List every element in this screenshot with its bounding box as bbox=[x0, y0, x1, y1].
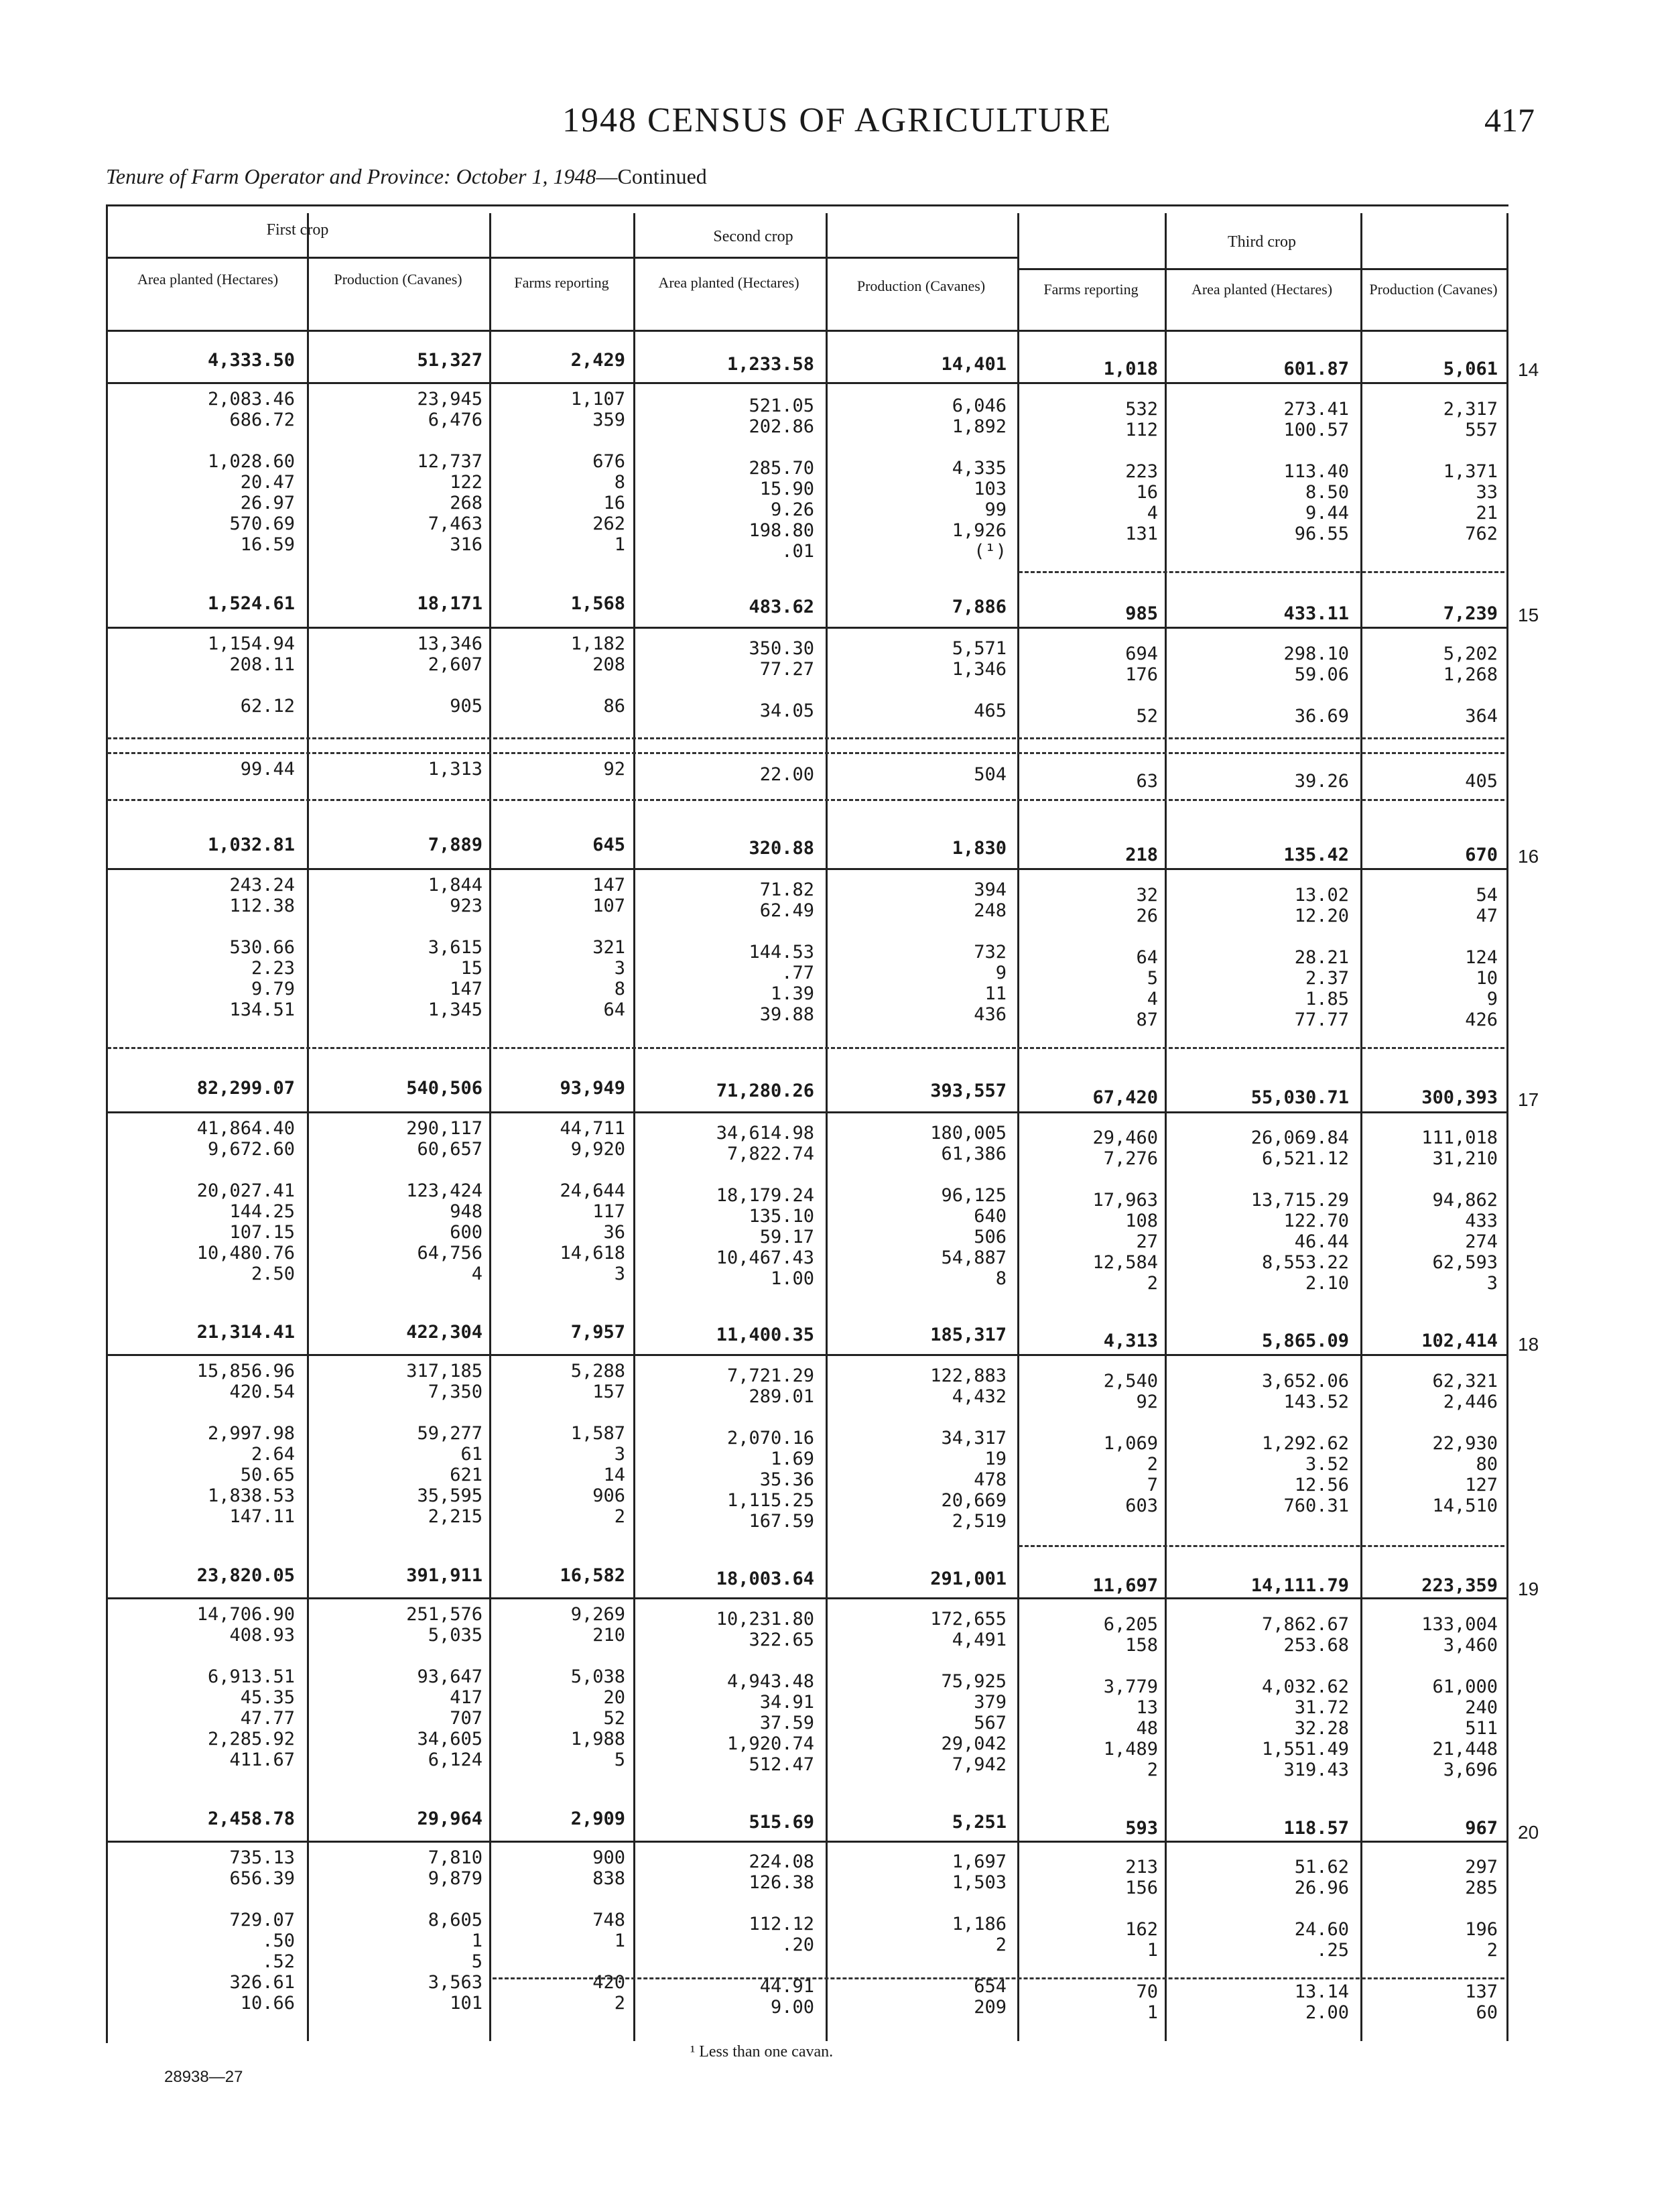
total-value: 223,359 bbox=[1421, 1575, 1498, 1596]
total-value: 67,420 bbox=[1092, 1087, 1158, 1108]
total-value: 540,506 bbox=[406, 1078, 482, 1099]
group-second-crop: Second crop bbox=[713, 228, 793, 245]
total-value: 670 bbox=[1465, 845, 1498, 865]
detail-column: 122,883 4,432 34,317 19 478 20,669 2,519 bbox=[930, 1365, 1007, 1532]
detail-column: 51.62 26.96 24.60 .25 13.14 2.00 bbox=[1294, 1857, 1349, 2023]
detail-column: 213 156 162 1 70 1 bbox=[1125, 1857, 1158, 2023]
total-rule bbox=[106, 627, 1506, 629]
total-value: 5,061 bbox=[1443, 359, 1498, 379]
detail-column: 41,864.40 9,672.60 20,027.41 144.25 107.15 10,480.76 2.50 bbox=[196, 1118, 295, 1284]
total-value: 1,018 bbox=[1103, 359, 1158, 379]
total-value: 320.88 bbox=[749, 838, 814, 859]
total-value: 1,830 bbox=[952, 838, 1007, 859]
detail-column: 147 107 321 3 8 64 bbox=[592, 875, 625, 1020]
detail-column: 317,185 7,350 59,277 61 621 35,595 2,215 bbox=[406, 1361, 482, 1527]
detail-column: 394 248 732 9 11 436 bbox=[974, 879, 1007, 1025]
column-rule bbox=[1360, 213, 1362, 2041]
detail-column: 7,721.29 289.01 2,070.16 1.69 35.36 1,115.25 167.59 bbox=[726, 1365, 814, 1532]
detail-column: 54 47 124 10 9 426 bbox=[1465, 885, 1498, 1030]
caption-continued: —Continued bbox=[596, 164, 707, 188]
table-caption bbox=[106, 164, 707, 189]
detail-column: 9,269 210 5,038 20 52 1,988 5 bbox=[570, 1604, 625, 1770]
total-value: 483.62 bbox=[749, 597, 814, 617]
total-value: 2,458.78 bbox=[207, 1808, 295, 1829]
extra-value: 99.44 bbox=[240, 759, 295, 780]
col-head-second-area: Area planted (Hectares) bbox=[658, 274, 799, 291]
detail-column: 32 26 64 5 4 87 bbox=[1136, 885, 1158, 1030]
detail-column: 243.24 112.38 530.66 2.23 9.79 134.51 bbox=[229, 875, 295, 1020]
dashed-rule bbox=[1019, 1545, 1504, 1547]
extra-value: 63 bbox=[1136, 771, 1158, 792]
total-value: 2,429 bbox=[570, 350, 625, 371]
col-head-third-production: Production (Cavanes) bbox=[1369, 281, 1498, 298]
detail-column: 13,346 2,607 905 bbox=[417, 633, 482, 717]
detail-column: 23,945 6,476 12,737 122 268 7,463 316 bbox=[417, 389, 482, 555]
extra-value: 1,313 bbox=[428, 759, 482, 780]
detail-column: 44,711 9,920 24,644 117 36 14,618 3 bbox=[560, 1118, 625, 1284]
dashed-rule bbox=[107, 1047, 1504, 1049]
detail-column: 26,069.84 6,521.12 13,715.29 122.70 46.44 8,553.22 2.10 bbox=[1250, 1127, 1349, 1294]
detail-column: 13.02 12.20 28.21 2.37 1.85 77.77 bbox=[1294, 885, 1349, 1030]
detail-column: 5,202 1,268 364 bbox=[1443, 643, 1498, 727]
total-value: 11,400.35 bbox=[716, 1325, 814, 1345]
detail-column: 1,844 923 3,615 15 147 1,345 bbox=[428, 875, 482, 1020]
print-code: 28938—27 bbox=[164, 2068, 243, 2086]
detail-column: 1,182 208 86 bbox=[570, 633, 625, 717]
column-rule bbox=[307, 213, 309, 2041]
column-rule bbox=[633, 213, 635, 2041]
detail-column: 2,540 92 1,069 2 7 603 bbox=[1103, 1371, 1158, 1516]
extra-value: 22.00 bbox=[759, 764, 814, 785]
detail-column: 71.82 62.49 144.53 .77 1.39 39.88 bbox=[749, 879, 814, 1025]
detail-column: 1,697 1,503 1,186 2 654 209 bbox=[952, 1851, 1007, 2018]
caption-text: Tenure of Farm Operator and Province: October 1, 1948 bbox=[106, 164, 596, 188]
detail-column: 350.30 77.27 34.05 bbox=[749, 638, 814, 721]
extra-value: 405 bbox=[1465, 771, 1498, 792]
group-rule bbox=[1017, 268, 1506, 270]
detail-column: 14,706.90 408.93 6,913.51 45.35 47.77 2,285.92 411.67 bbox=[196, 1604, 295, 1770]
total-value: 391,911 bbox=[406, 1565, 482, 1586]
total-value: 23,820.05 bbox=[196, 1565, 295, 1586]
detail-column: 290,117 60,657 123,424 948 600 64,756 4 bbox=[406, 1118, 482, 1284]
row-number: 16 bbox=[1518, 846, 1539, 867]
detail-column: 15,856.96 420.54 2,997.98 2.64 50.65 1,838.53 147.11 bbox=[196, 1361, 295, 1527]
total-value: 21,314.41 bbox=[196, 1322, 295, 1343]
total-value: 7,889 bbox=[428, 835, 482, 855]
detail-column: 34,614.98 7,822.74 18,179.24 135.10 59.17 10,467.43 1.00 bbox=[716, 1123, 814, 1289]
detail-column: 7,810 9,879 8,605 1 5 3,563 101 bbox=[428, 1847, 482, 2014]
group-rule bbox=[489, 257, 1017, 259]
col-head-second-farms: Farms reporting bbox=[514, 274, 609, 291]
column-rule bbox=[1506, 213, 1508, 2041]
row-number: 18 bbox=[1518, 1334, 1539, 1355]
col-head-third-area: Area planted (Hectares) bbox=[1191, 281, 1333, 298]
detail-column: 111,018 31,210 94,862 433 274 62,593 3 bbox=[1421, 1127, 1498, 1294]
total-value: 51,327 bbox=[417, 350, 482, 371]
detail-column: 180,005 61,386 96,125 640 506 54,887 8 bbox=[930, 1123, 1007, 1289]
detail-column: 532 112 223 16 4 131 bbox=[1125, 399, 1158, 544]
detail-column: 694 176 52 bbox=[1125, 643, 1158, 727]
column-rule bbox=[1165, 213, 1167, 2041]
total-value: 2,909 bbox=[570, 1808, 625, 1829]
total-value: 16,582 bbox=[560, 1565, 625, 1586]
total-value: 7,239 bbox=[1443, 603, 1498, 624]
total-value: 4,333.50 bbox=[207, 350, 295, 371]
dashed-rule bbox=[493, 1977, 1504, 1979]
total-value: 422,304 bbox=[406, 1322, 482, 1343]
detail-column: 297 285 196 2 137 60 bbox=[1465, 1857, 1498, 2023]
total-value: 29,964 bbox=[417, 1808, 482, 1829]
detail-column: 6,205 158 3,779 13 48 1,489 2 bbox=[1103, 1614, 1158, 1780]
detail-column: 62,321 2,446 22,930 80 127 14,510 bbox=[1432, 1371, 1498, 1516]
extra-value: 39.26 bbox=[1294, 771, 1349, 792]
total-value: 433.11 bbox=[1283, 603, 1349, 624]
total-value: 593 bbox=[1125, 1818, 1158, 1839]
total-value: 645 bbox=[592, 835, 625, 855]
detail-column: 5,288 157 1,587 3 14 906 2 bbox=[570, 1361, 625, 1527]
total-value: 5,865.09 bbox=[1261, 1331, 1349, 1351]
total-value: 135.42 bbox=[1283, 845, 1349, 865]
column-rule bbox=[826, 213, 828, 2041]
detail-column: 273.41 100.57 113.40 8.50 9.44 96.55 bbox=[1283, 399, 1349, 544]
detail-column: 172,655 4,491 75,925 379 567 29,042 7,942 bbox=[930, 1609, 1007, 1775]
total-rule bbox=[106, 1597, 1506, 1599]
total-value: 93,949 bbox=[560, 1078, 625, 1099]
total-value: 1,032.81 bbox=[207, 835, 295, 855]
col-head-first-production: Production (Cavanes) bbox=[334, 271, 462, 288]
total-value: 14,401 bbox=[941, 354, 1007, 375]
detail-column: 133,004 3,460 61,000 240 511 21,448 3,696 bbox=[1421, 1614, 1498, 1780]
group-first-crop: First crop bbox=[266, 221, 329, 239]
total-rule bbox=[106, 382, 1506, 384]
total-value: 601.87 bbox=[1283, 359, 1349, 379]
total-rule bbox=[106, 1354, 1506, 1356]
detail-column: 298.10 59.06 36.69 bbox=[1283, 643, 1349, 727]
total-value: 71,280.26 bbox=[716, 1081, 814, 1101]
detail-column: 7,862.67 253.68 4,032.62 31.72 32.28 1,551.49 319.43 bbox=[1261, 1614, 1349, 1780]
group-rule bbox=[106, 257, 489, 259]
detail-column: 2,317 557 1,371 33 21 762 bbox=[1443, 399, 1498, 544]
total-rule bbox=[106, 1841, 1506, 1843]
detail-column: 521.05 202.86 285.70 15.90 9.26 198.80 .01 bbox=[749, 395, 814, 562]
total-value: 14,111.79 bbox=[1250, 1575, 1349, 1596]
header-bottom-rule bbox=[106, 330, 1506, 332]
total-value: 218 bbox=[1125, 845, 1158, 865]
row-number: 15 bbox=[1518, 605, 1539, 625]
column-rule bbox=[1017, 213, 1019, 2041]
total-value: 291,001 bbox=[930, 1569, 1007, 1589]
total-value: 967 bbox=[1465, 1818, 1498, 1839]
detail-column: 2,083.46 686.72 1,028.60 20.47 26.97 570.69 16.59 bbox=[207, 389, 295, 555]
extra-value: 92 bbox=[603, 759, 625, 780]
total-value: 393,557 bbox=[930, 1081, 1007, 1101]
total-value: 4,313 bbox=[1103, 1331, 1158, 1351]
row-number: 20 bbox=[1518, 1822, 1539, 1843]
col-head-third-farms: Farms reporting bbox=[1043, 281, 1139, 298]
total-value: 1,568 bbox=[570, 593, 625, 614]
total-value: 5,251 bbox=[952, 1812, 1007, 1833]
total-value: 7,886 bbox=[952, 597, 1007, 617]
row-number: 14 bbox=[1518, 359, 1539, 380]
detail-column: 900 838 748 1 420 2 bbox=[592, 1847, 625, 2014]
dashed-rule bbox=[107, 737, 1504, 739]
detail-column: 735.13 656.39 729.07 .50 .52 326.61 10.66 bbox=[229, 1847, 295, 2014]
total-value: 1,524.61 bbox=[207, 593, 295, 614]
detail-column: 1,154.94 208.11 62.12 bbox=[207, 633, 295, 717]
total-value: 1,233.58 bbox=[726, 354, 814, 375]
page-number: 417 bbox=[1484, 101, 1535, 139]
col-head-second-production: Production (Cavanes) bbox=[856, 278, 986, 294]
total-value: 18,171 bbox=[417, 593, 482, 614]
detail-column: 29,460 7,276 17,963 108 27 12,584 2 bbox=[1092, 1127, 1158, 1294]
total-value: 7,957 bbox=[570, 1322, 625, 1343]
total-value: 102,414 bbox=[1421, 1331, 1498, 1351]
total-value: 118.57 bbox=[1283, 1818, 1349, 1839]
footnote: ¹ Less than one cavan. bbox=[690, 2043, 834, 2061]
total-rule bbox=[106, 1111, 1506, 1113]
detail-column: 224.08 126.38 112.12 .20 44.91 9.00 bbox=[749, 1851, 814, 2018]
total-value: 985 bbox=[1125, 603, 1158, 624]
page-title: 1948 CENSUS OF AGRICULTURE bbox=[562, 101, 1112, 139]
total-rule bbox=[106, 868, 1506, 870]
total-value: 18,003.64 bbox=[716, 1569, 814, 1589]
detail-column: 3,652.06 143.52 1,292.62 3.52 12.56 760.31 bbox=[1261, 1371, 1349, 1516]
total-value: 82,299.07 bbox=[196, 1078, 295, 1099]
row-number: 19 bbox=[1518, 1579, 1539, 1599]
total-value: 11,697 bbox=[1092, 1575, 1158, 1596]
total-value: 515.69 bbox=[749, 1812, 814, 1833]
dashed-rule bbox=[107, 752, 1504, 754]
total-value: 55,030.71 bbox=[1250, 1087, 1349, 1108]
detail-column: 5,571 1,346 465 bbox=[952, 638, 1007, 721]
column-rule bbox=[489, 213, 491, 2041]
detail-column: 251,576 5,035 93,647 417 707 34,605 6,124 bbox=[406, 1604, 482, 1770]
dashed-rule bbox=[107, 799, 1504, 801]
col-head-first-area: Area planted (Hectares) bbox=[137, 271, 279, 288]
detail-column: 10,231.80 322.65 4,943.48 34.91 37.59 1,920.74 512.47 bbox=[716, 1609, 814, 1775]
total-value: 300,393 bbox=[1421, 1087, 1498, 1108]
detail-column: 6,046 1,892 4,335 103 99 1,926 (¹) bbox=[952, 395, 1007, 562]
detail-column: 1,107 359 676 8 16 262 1 bbox=[570, 389, 625, 555]
row-number: 17 bbox=[1518, 1089, 1539, 1110]
total-value: 185,317 bbox=[930, 1325, 1007, 1345]
dashed-rule bbox=[1019, 571, 1504, 573]
extra-value: 504 bbox=[974, 764, 1007, 785]
group-third-crop: Third crop bbox=[1228, 233, 1296, 251]
